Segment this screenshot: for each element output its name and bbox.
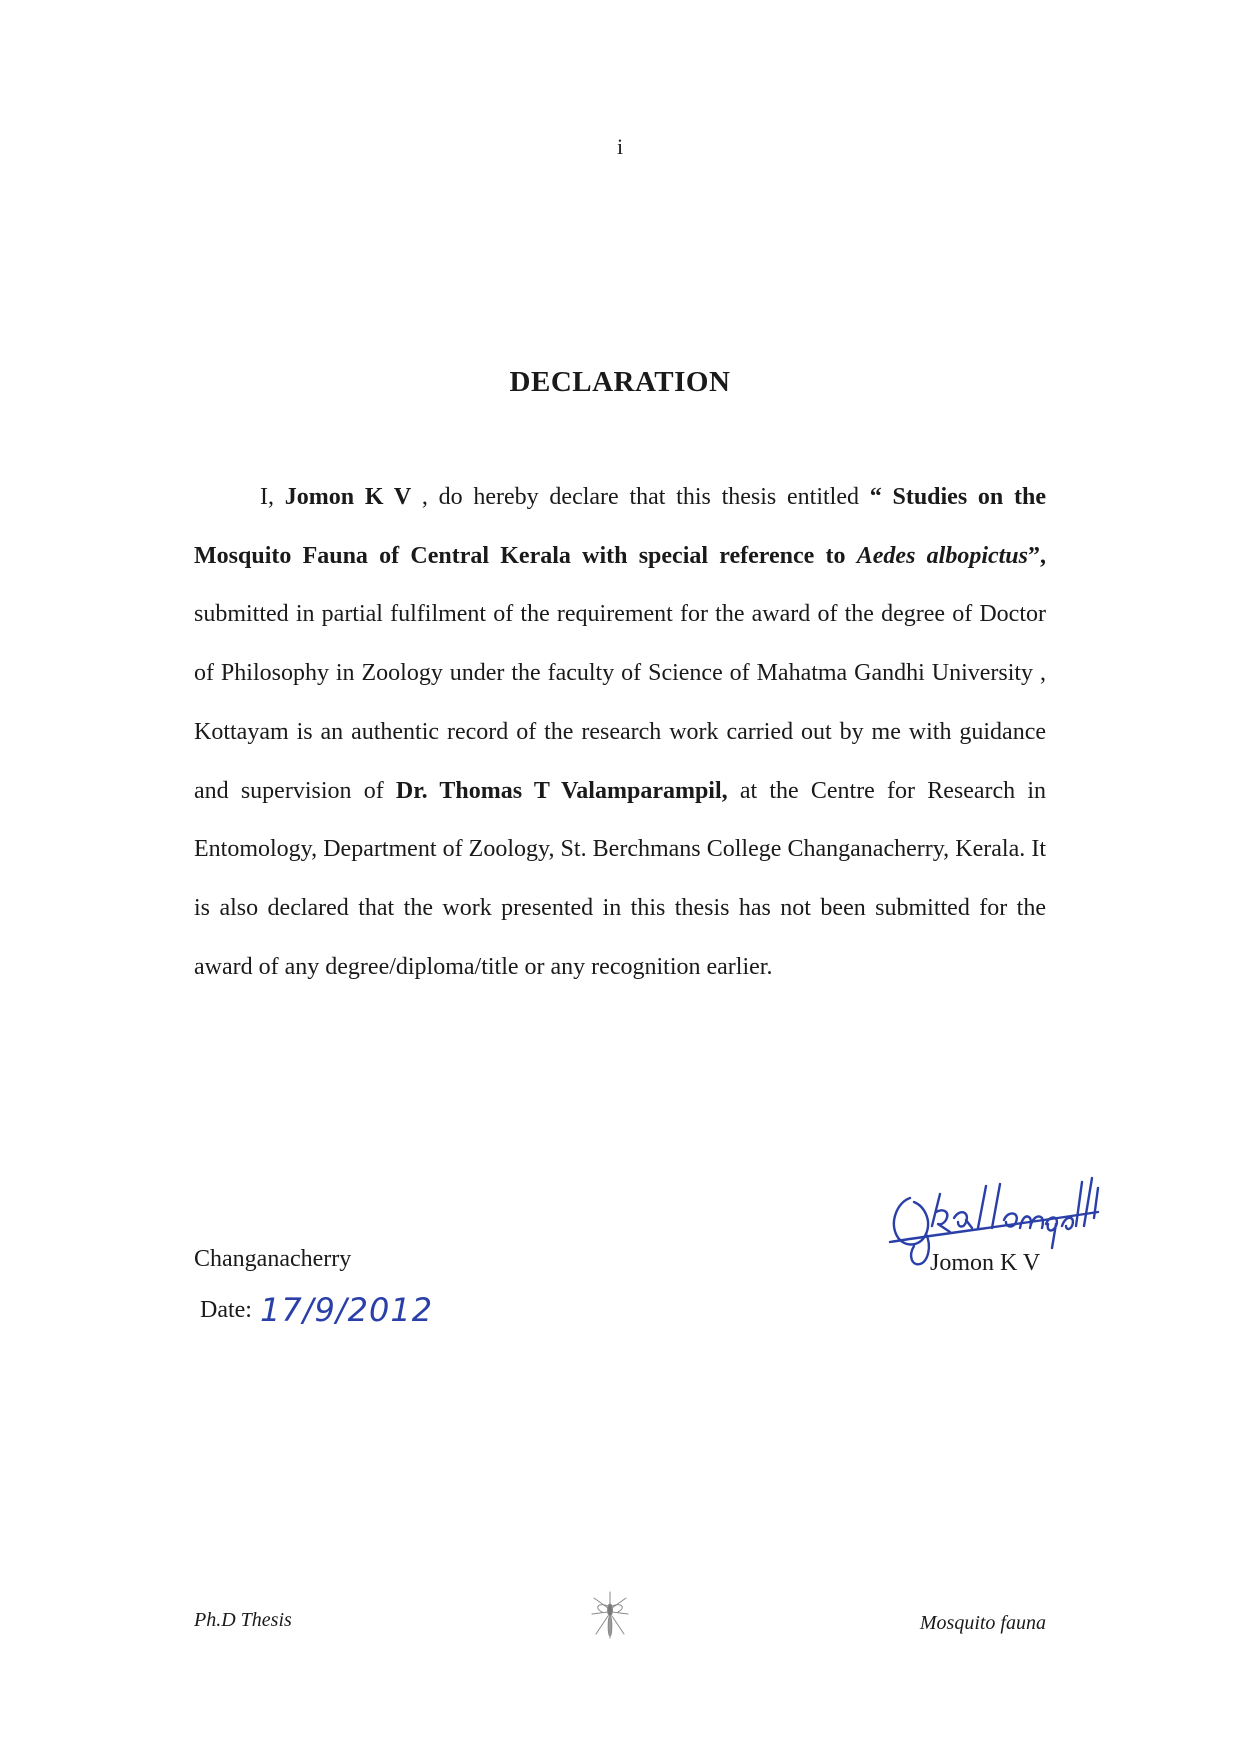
page-number: i: [616, 134, 624, 159]
thesis-title-species: Aedes albopictus: [856, 542, 1028, 569]
author-name: Jomon K V: [284, 484, 412, 510]
place-label: Changanacherry: [194, 1246, 352, 1272]
handwritten-date: 17/9/2012: [259, 1291, 434, 1329]
page-title: DECLARATION: [509, 366, 731, 398]
mosquito-icon: [588, 1590, 632, 1646]
declaration-text-1: I,: [260, 484, 285, 510]
declaration-text-3: submitted in partial fulfilment of the requirement for the award of the degree of Doctor of Philosophy in Zoology under the faculty of Science of Mahatma Gandhi University , Kottayam is an authentic record of the research work carried out by me with guidance and supervision of: [194, 601, 1046, 804]
supervisor-name: Dr. Thomas T Valamparampil,: [395, 777, 728, 804]
signer-name: Jomon K V: [930, 1250, 1041, 1276]
footer-right-label: Mosquito fauna: [919, 1612, 1046, 1634]
date-label: Date:: [200, 1297, 252, 1323]
footer-left-label: Ph.D Thesis: [194, 1609, 292, 1631]
declaration-text-4: at the Centre for Research in Entomology, Department of Zoology, St. Berchmans College Changanacherry, Kerala. It is also declared that the work presented in this thesis has not been submitted for the award of any degree/diploma/title or any recognition earlier.: [194, 777, 1046, 980]
date-row: [200, 1292, 433, 1328]
declaration-text-2: , do hereby declare that this thesis entitled: [411, 484, 870, 510]
thesis-title-main: “ Studies on the Mosquito Fauna of Central Kerala with special reference to: [194, 484, 1047, 569]
declaration-paragraph: [194, 468, 1046, 996]
thesis-title-close: ”,: [1028, 542, 1046, 569]
